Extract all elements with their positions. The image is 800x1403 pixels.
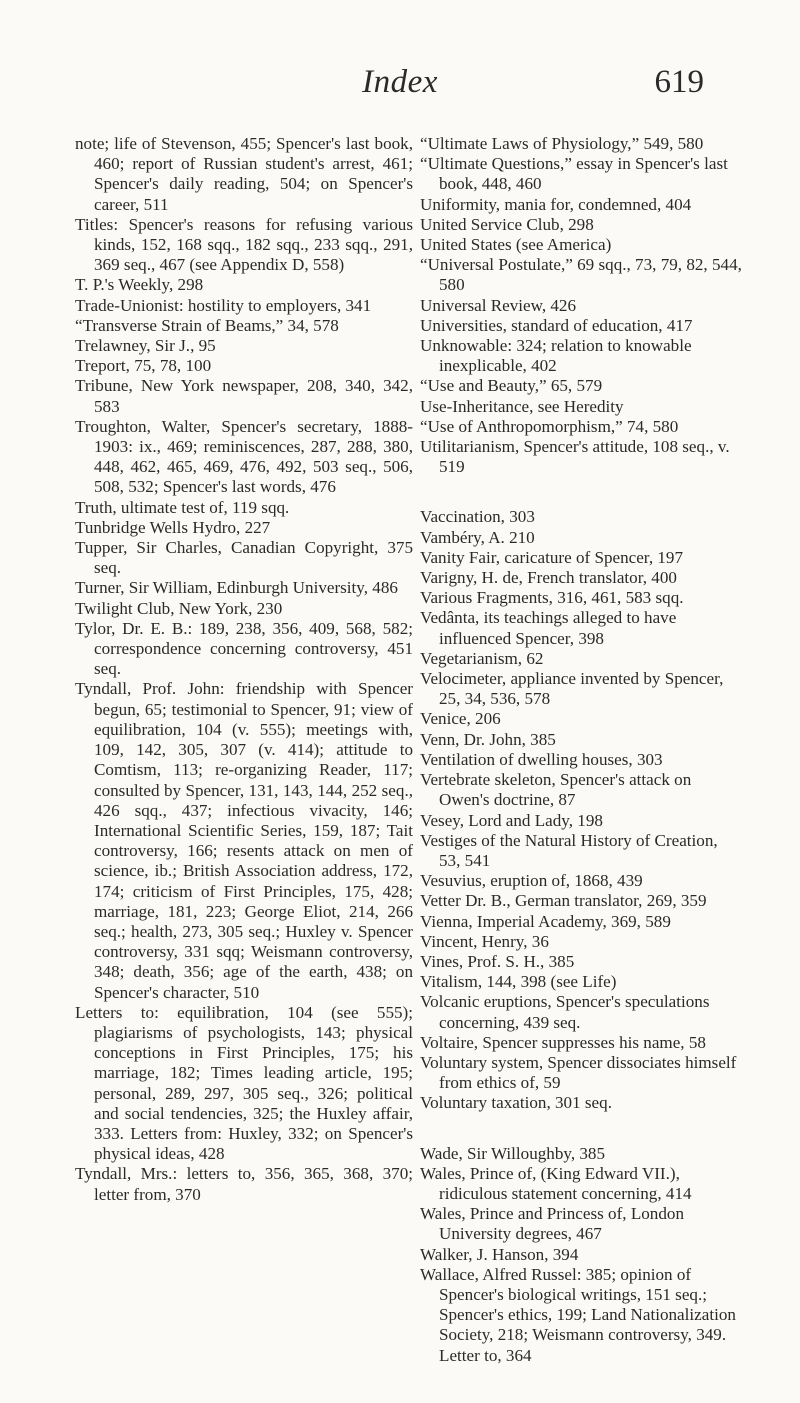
index-entry: Venn, Dr. John, 385 <box>420 729 556 749</box>
index-entry: United Service Club, 298 <box>420 214 594 234</box>
index-entry: Tunbridge Wells Hydro, 227 <box>75 517 271 537</box>
section-v <box>420 507 742 1113</box>
index-entry: Turner, Sir William, Edinburgh University, 486 <box>75 578 398 598</box>
index-entry: “Ultimate Questions,” essay in Spencer's last book, 448, 460 <box>420 154 728 194</box>
index-entry: Vertebrate skeleton, Spencer's attack on Owen's doctrine, 87 <box>420 770 692 810</box>
index-entry: Treport, 75, 78, 100 <box>75 356 212 376</box>
index-entry: Tupper, Sir Charles, Canadian Copyright, 375 seq. <box>75 538 413 578</box>
index-entry: Velocimeter, appliance invented by Spencer, 25, 34, 536, 578 <box>420 669 724 709</box>
index-entry: Uniformity, mania for, condemned, 404 <box>420 194 692 214</box>
right-column <box>420 134 742 1366</box>
index-entry: Letters to: equilibration, 104 (see 555); plagiarisms of psychologists, 143; physical conceptions in First Principles, 175; his marriage, 182; Times leading article, 195; personal, 289, 297, 305 seq., 326; political and social tendencies, 325; the Huxley affair, 333. Letters from: Huxley, 332; on Spencer's physical ideas, 428 <box>75 1002 413 1164</box>
index-entry: Truth, ultimate test of, 119 sqq. <box>75 497 290 517</box>
index-entry: Wallace, Alfred Russel: 385; opinion of Spencer's biological writings, 151 seq.; Spencer's ethics, 199; Land Nationalization Society, 218; Weismann controversy, 349. Letter to, 364 <box>420 1264 736 1365</box>
index-entry: Tyndall, Mrs.: letters to, 356, 365, 368, 370; letter from, 370 <box>75 1164 413 1204</box>
index-entry: Voluntary taxation, 301 seq. <box>420 1093 612 1113</box>
index-entry: Vesuvius, eruption of, 1868, 439 <box>420 871 643 891</box>
index-entry: Vedânta, its teachings alleged to have influenced Spencer, 398 <box>420 608 677 648</box>
index-entry: Universal Review, 426 <box>420 295 577 315</box>
index-entry: Unknowable: 324; relation to knowable inexplicable, 402 <box>420 336 692 376</box>
index-entry: Troughton, Walter, Spencer's secretary, 1888-1903: ix., 469; reminiscences, 287, 288, 380, 448, 462, 465, 469, 476, 492, 503 seq., 506, 508, 532; Spencer's last words, 476 <box>75 416 413 497</box>
index-entry: Titles: Spencer's reasons for refusing various kinds, 152, 168 sqq., 182 sqq., 233 sqq., 291, 369 seq., 467 (see Appendix D, 558) <box>75 214 413 275</box>
index-entry: Vesey, Lord and Lady, 198 <box>420 810 603 830</box>
index-entry: Vienna, Imperial Academy, 369, 589 <box>420 911 671 931</box>
index-entry: United States (see America) <box>420 235 612 255</box>
section-gap <box>420 1114 742 1144</box>
index-entry: “Transverse Strain of Beams,” 34, 578 <box>75 315 339 335</box>
section-w <box>420 1144 742 1366</box>
index-entry: Twilight Club, New York, 230 <box>75 598 283 618</box>
index-entry: note; life of Stevenson, 455; Spencer's last book, 460; report of Russian student's arrest, 461; Spencer's daily reading, 504; on Spencer's career, 511 <box>75 134 413 214</box>
index-entry: Varigny, H. de, French translator, 400 <box>420 568 677 588</box>
index-entry: Use-Inheritance, see Heredity <box>420 396 624 416</box>
index-entry: Vanity Fair, caricature of Spencer, 197 <box>420 547 684 567</box>
index-entry: Utilitarianism, Spencer's attitude, 108 seq., v. 519 <box>420 437 730 477</box>
index-entry: Various Fragments, 316, 461, 583 sqq. <box>420 588 684 608</box>
index-entry: Vincent, Henry, 36 <box>420 931 549 951</box>
page-number: 619 <box>654 64 704 100</box>
index-entry: Vegetarianism, 62 <box>420 648 544 668</box>
index-entry: “Ultimate Laws of Physiology,” 549, 580 <box>420 134 704 153</box>
index-entry: Tyndall, Prof. John: friendship with Spencer begun, 65; testimonial to Spencer, 91; view of equilibration, 104 (v. 555); meetings with, 109, 142, 305, 307 (v. 414); attitude to Comtism, 113; re-organizing Reader, 117; consulted by Spencer, 131, 143, 144, 252 seq., 426 sqq., 437; infectious vivacity, 146; International Scientific Series, 159, 187; Tait controversy, 166; resents attack on men of science, ib.; British Association address, 172, 174; criticism of First Principles, 175, 428; marriage, 181, 223; George Eliot, 214, 266 seq.; health, 273, 305 seq.; Huxley v. Spencer controversy, 331 sqq; Weismann controversy, 348; death, 356; age of the earth, 438; on Spencer's character, 510 <box>75 679 413 1002</box>
index-entry: Vestiges of the Natural History of Creation, 53, 541 <box>420 830 718 870</box>
index-entry: Tribune, New York newspaper, 208, 340, 342, 583 <box>75 376 413 416</box>
running-header-title: Index <box>362 64 438 100</box>
index-entry: Volcanic eruptions, Spencer's speculations concerning, 439 seq. <box>420 992 710 1032</box>
index-entry: Tylor, Dr. E. B.: 189, 238, 356, 409, 568, 582; correspondence concerning controversy, 451 seq. <box>75 618 413 679</box>
index-entry: “Use of Anthropomorphism,” 74, 580 <box>420 416 679 436</box>
index-entry: Venice, 206 <box>420 709 501 729</box>
index-entry: Voluntary system, Spencer dissociates himself from ethics of, 59 <box>420 1052 737 1093</box>
index-entry: Trade-Unionist: hostility to employers, 341 <box>75 295 372 315</box>
index-entry: Vambéry, A. 210 <box>420 527 535 547</box>
section-u <box>420 134 742 477</box>
index-entry: Universities, standard of education, 417 <box>420 315 693 335</box>
index-entry: “Universal Postulate,” 69 sqq., 73, 79, 82, 544, 580 <box>420 255 742 295</box>
section-gap <box>420 477 742 507</box>
index-entry: Wales, Prince and Princess of, London University degrees, 467 <box>420 1204 684 1244</box>
index-entry: Vaccination, 303 <box>420 507 535 527</box>
index-entry: Vetter Dr. B., German translator, 269, 359 <box>420 891 707 911</box>
index-entry: Wade, Sir Willoughby, 385 <box>420 1143 606 1163</box>
index-entry: Vitalism, 144, 398 (see Life) <box>420 972 617 992</box>
index-entry: “Use and Beauty,” 65, 579 <box>420 376 603 396</box>
index-entry: Voltaire, Spencer suppresses his name, 58 <box>420 1032 706 1052</box>
index-entry: Walker, J. Hanson, 394 <box>420 1244 579 1264</box>
index-entry: Wales, Prince of, (King Edward VII.), ridiculous statement concerning, 414 <box>420 1163 692 1203</box>
left-column <box>75 134 413 1205</box>
index-entry: T. P.'s Weekly, 298 <box>75 275 204 295</box>
index-entry: Trelawney, Sir J., 95 <box>75 336 216 356</box>
index-entry: Vines, Prof. S. H., 385 <box>420 951 575 971</box>
index-entry: Ventilation of dwelling houses, 303 <box>420 749 663 769</box>
